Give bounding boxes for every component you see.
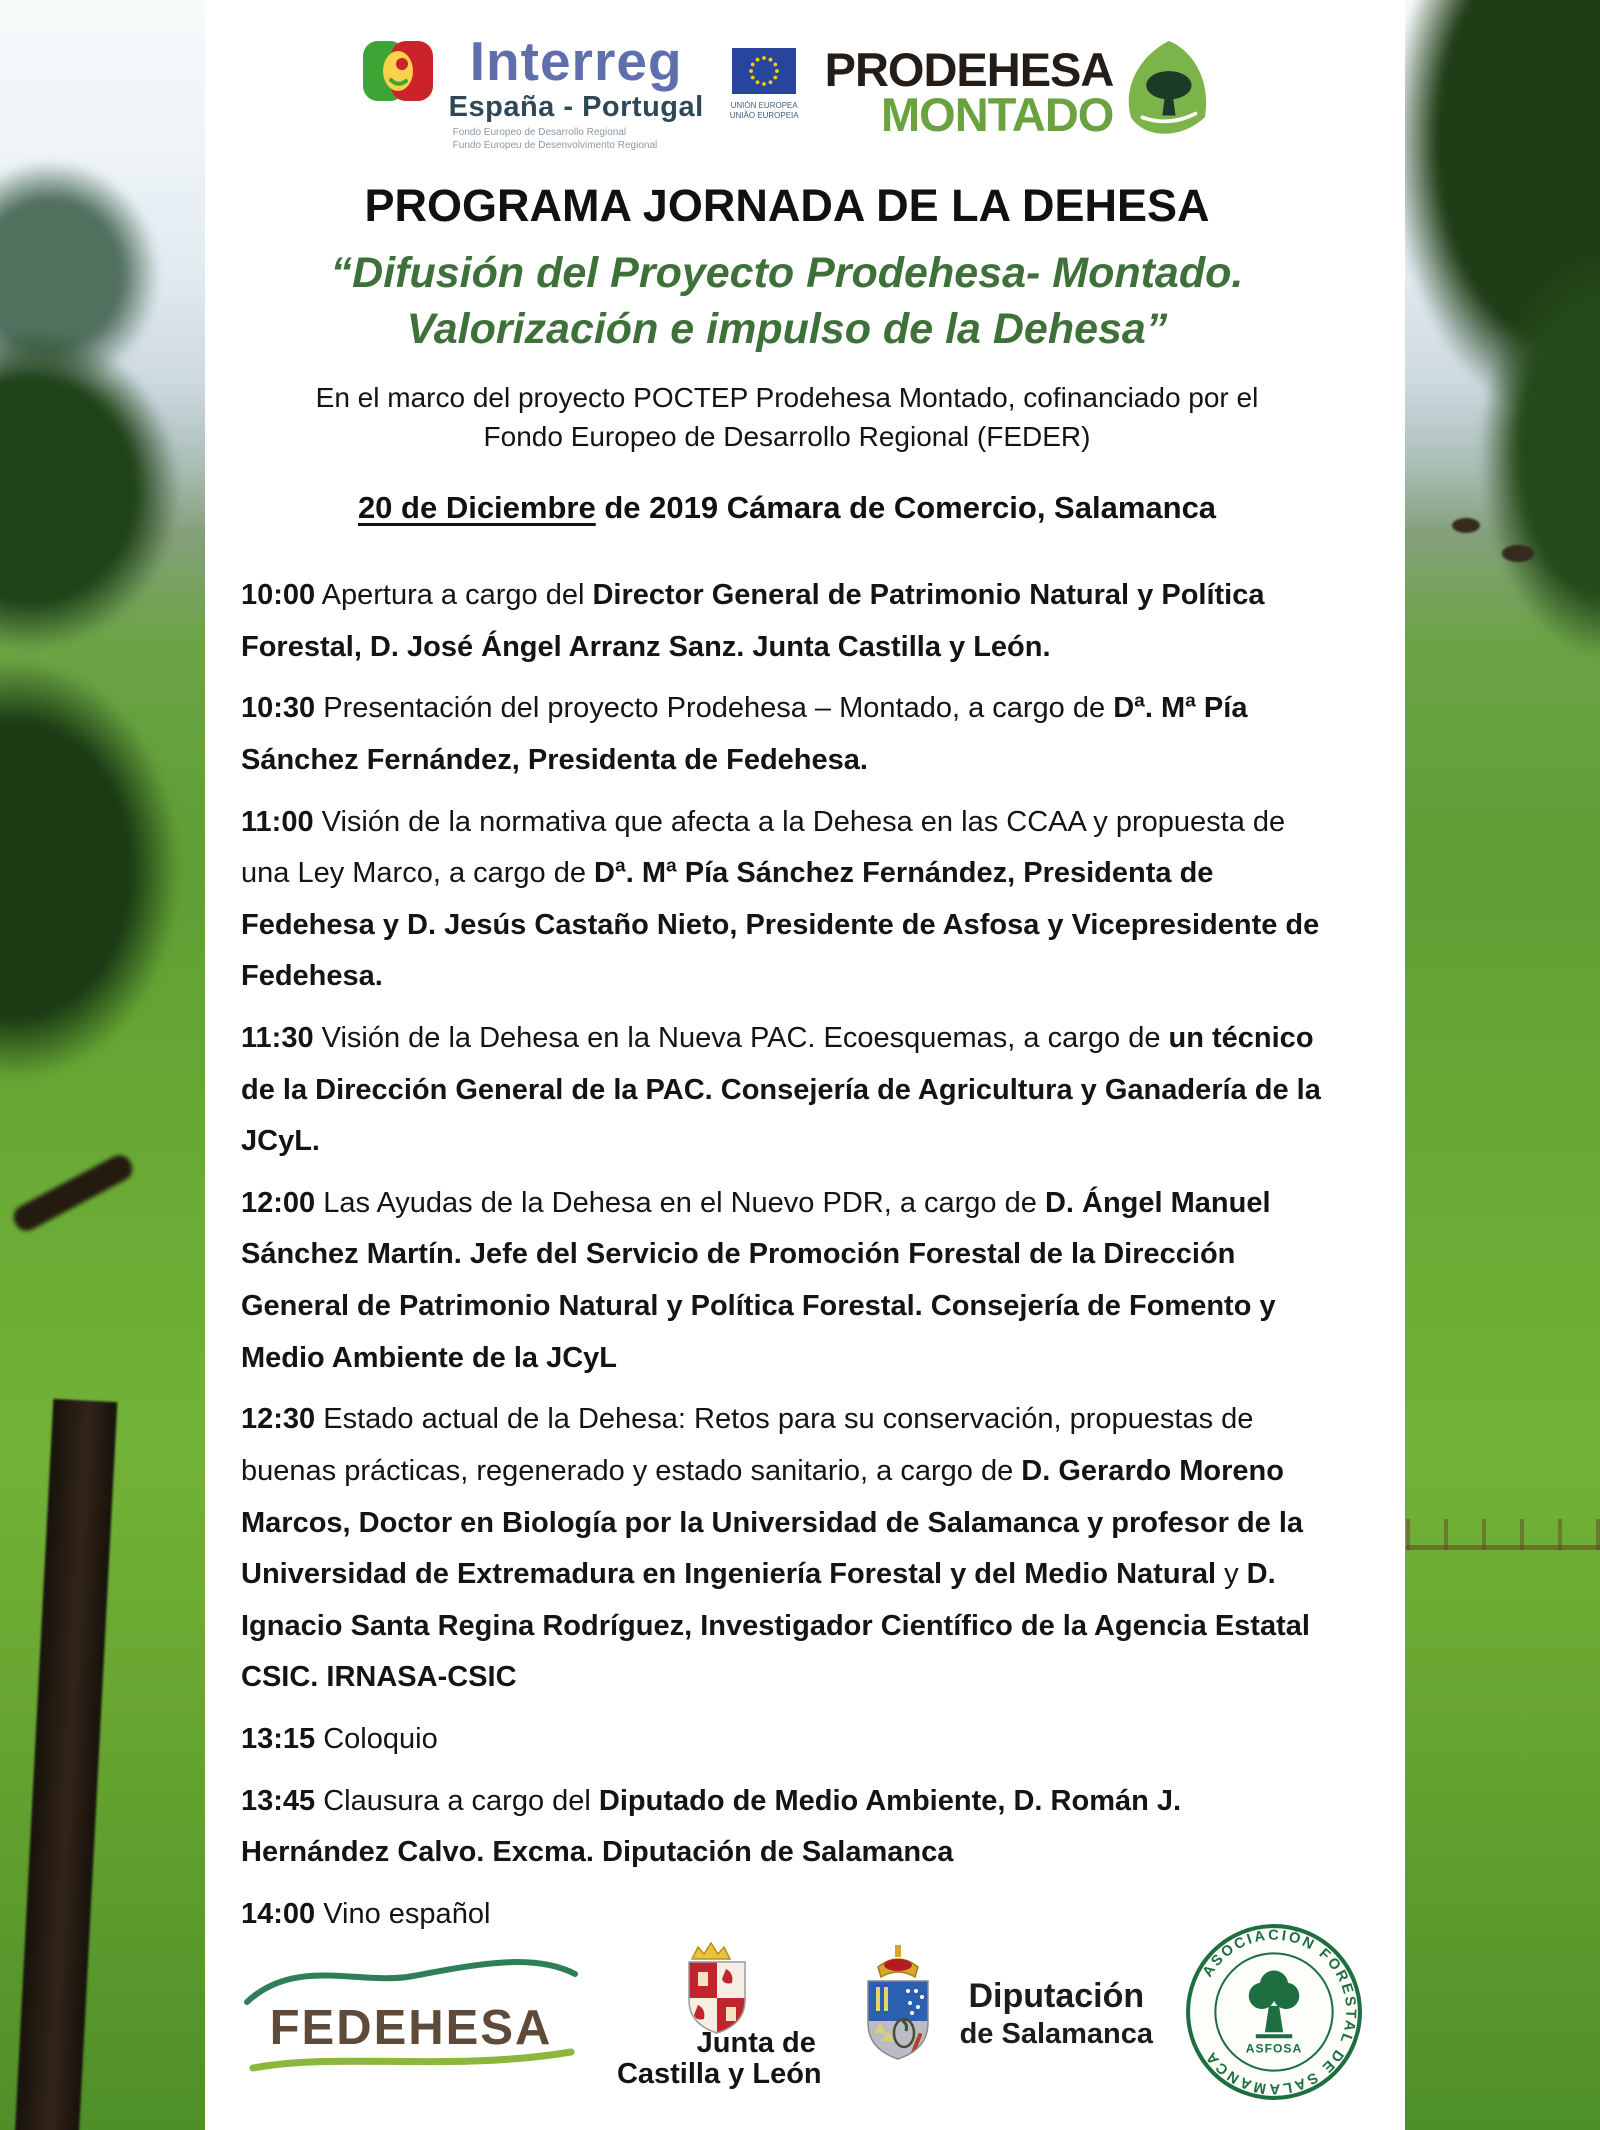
program-segment: Apertura a cargo del bbox=[315, 579, 593, 612]
diputacion-label-2: de Salamanca bbox=[959, 2018, 1154, 2050]
program-segment: Las Ayudas de la Dehesa en el Nuevo PDR, a cargo de bbox=[315, 1186, 1045, 1219]
left-oak-canopy-2 bbox=[0, 660, 180, 1080]
cattle-silhouette bbox=[1452, 518, 1480, 533]
junta-label-1: Junta de bbox=[696, 2027, 816, 2060]
eu-flag-icon bbox=[732, 48, 796, 99]
interreg-subtitle: España - Portugal bbox=[448, 91, 704, 123]
prodehesa-wordmark: PRODEHESA bbox=[824, 42, 1114, 96]
interreg-icon bbox=[361, 34, 435, 113]
program-segment-bold: D. Ángel Manuel Sánchez Martín. Jefe del Servicio de Promoción Forestal de la Dirección General de Patrimonio Natural y Política Forestal. Consejería de Fomento y Medio Ambiente de la JCyL bbox=[241, 1186, 1276, 1374]
program-item bbox=[241, 570, 1333, 673]
interreg-fineprint: Fondo Europeo de Desarrollo Regional Fundo Europeu de Desenvolvimento Regional bbox=[452, 127, 658, 151]
program-item bbox=[241, 1394, 1333, 1704]
intro-text: En el marco del proyecto POCTEP Prodehesa Montado, cofinanciado por el Fondo Europeo de Desarrollo Regional (FEDER) bbox=[315, 381, 1259, 452]
fedehesa-logo bbox=[241, 1944, 581, 2084]
program-segment-bold: 11:30 bbox=[241, 1022, 314, 1055]
montado-wordmark: MONTADO bbox=[881, 87, 1114, 141]
event-date-rest: de 2019 Cámara de Comercio, Salamanca bbox=[595, 490, 1217, 526]
junta-logo bbox=[617, 1939, 822, 2089]
program-item bbox=[241, 683, 1333, 786]
program-segment-bold: Dª. Mª Pía Sánchez Fernández, Presidenta de Fedehesa. bbox=[241, 692, 1248, 776]
junta-label-2: Castilla y León bbox=[616, 2057, 822, 2090]
subtitle-line-2: Valorización e impulso de la Dehesa” bbox=[406, 304, 1168, 353]
diputacion-shield-icon bbox=[852, 1937, 944, 2092]
subtitle bbox=[241, 246, 1333, 358]
event-date bbox=[241, 490, 1333, 526]
fedehesa-wordmark: FEDEHESA bbox=[269, 2001, 553, 2055]
program-segment-bold: 13:45 bbox=[241, 1784, 316, 1817]
header-logos bbox=[241, 26, 1333, 154]
prodehesa-leaf-icon bbox=[1121, 38, 1213, 147]
program-segment-bold: 13:15 bbox=[241, 1722, 316, 1755]
program-segment: y bbox=[1224, 1558, 1247, 1591]
prodehesa-montado-logo bbox=[825, 38, 1214, 147]
program-segment: Presentación del proyecto Prodehesa – Montado, a cargo de bbox=[315, 692, 1114, 725]
program-segment-bold: D. Gerardo Moreno Marcos, Doctor en Biología por la Universidad de Salamanca y profesor de la Universidad de Extremadura en Ingeniería Forestal y del Medio Natural bbox=[241, 1454, 1304, 1591]
diputacion-label-1: Diputación bbox=[968, 1977, 1145, 2015]
pasture-fence bbox=[1406, 1545, 1600, 1550]
program-segment-bold: 14:00 bbox=[241, 1897, 316, 1930]
interreg-logo bbox=[361, 30, 704, 152]
program-item bbox=[241, 1178, 1333, 1384]
left-oak-canopy bbox=[0, 330, 180, 650]
program-segment: Coloquio bbox=[315, 1722, 438, 1755]
eu-flag-block bbox=[730, 48, 799, 122]
program-segment-bold: 11:00 bbox=[241, 805, 314, 838]
program-segment: Clausura a cargo del bbox=[315, 1784, 599, 1817]
program-segment-bold: 12:00 bbox=[241, 1186, 316, 1219]
footer-logos bbox=[241, 1914, 1365, 2114]
program-segment-bold: Diputado de Medio Ambiente, D. Román J. Hernández Calvo. Excma. Diputación de Salamanca bbox=[241, 1784, 1182, 1869]
program-item bbox=[241, 1013, 1333, 1168]
program-segment-bold: 10:00 bbox=[241, 579, 316, 612]
white-panel bbox=[205, 0, 1405, 2130]
interreg-wordmark: Interreg bbox=[469, 30, 683, 92]
asfosa-ring-text: ASOCIACIÓN FORESTAL DE SALAMANCA bbox=[1199, 1927, 1359, 2096]
asfosa-center-label: ASFOSA bbox=[1245, 2040, 1303, 2055]
program-segment: Visión de la Dehesa en la Nueva PAC. Ecoesquemas, a cargo de bbox=[313, 1022, 1169, 1055]
diputacion-logo bbox=[852, 1937, 1153, 2092]
cattle-silhouette bbox=[1502, 545, 1534, 562]
program-segment: Estado actual de la Dehesa: Retos para su conservación, propuestas de buenas prácticas, regenerado y estado sanitario, a cargo de bbox=[241, 1403, 1254, 1487]
program-segment: Vino español bbox=[315, 1897, 491, 1930]
program-segment-bold: Dª. Mª Pía Sánchez Fernández, Presidenta de Fedehesa y D. Jesús Castaño Nieto, Presidente de Asfosa y Vicepresidente de Fedehesa. bbox=[241, 857, 1320, 993]
oak-trunk bbox=[15, 1399, 118, 2130]
asfosa-seal-icon bbox=[1183, 1921, 1365, 2108]
page-title: PROGRAMA JORNADA DE LA DEHESA bbox=[364, 180, 1210, 231]
program-item bbox=[241, 797, 1333, 1003]
program-segment-bold: un técnico de la Dirección General de la PAC. Consejería de Agricultura y Ganadería de la JCyL. bbox=[241, 1022, 1321, 1158]
program-item bbox=[241, 1714, 1333, 1766]
program-segment-bold: 12:30 bbox=[241, 1403, 316, 1436]
oak-branch bbox=[10, 1151, 137, 1235]
event-date-day: 20 de Diciembre bbox=[357, 490, 596, 526]
program-segment-bold: Director General de Patrimonio Natural y Política Forestal, D. José Ángel Arranz Sanz. Junta Castilla y León. bbox=[241, 579, 1265, 663]
program-segment: Visión de la normativa que afecta a la Dehesa en las CCAA y propuesta de una Ley Marco, a cargo de bbox=[241, 805, 1286, 890]
program-list bbox=[241, 570, 1333, 1940]
eu-flag-caption: UNIÓN EUROPEA UNIÃO EUROPEIA bbox=[729, 101, 799, 121]
subtitle-line-1: “Difusión del Proyecto Prodehesa- Montado. bbox=[330, 249, 1244, 297]
program-segment-bold: 10:30 bbox=[241, 692, 316, 725]
program-segment-bold: D. Ignacio Santa Regina Rodríguez, Investigador Científico de la Agencia Estatal CSIC. IRNASA-CSIC bbox=[241, 1558, 1310, 1694]
program-item bbox=[241, 1776, 1333, 1879]
